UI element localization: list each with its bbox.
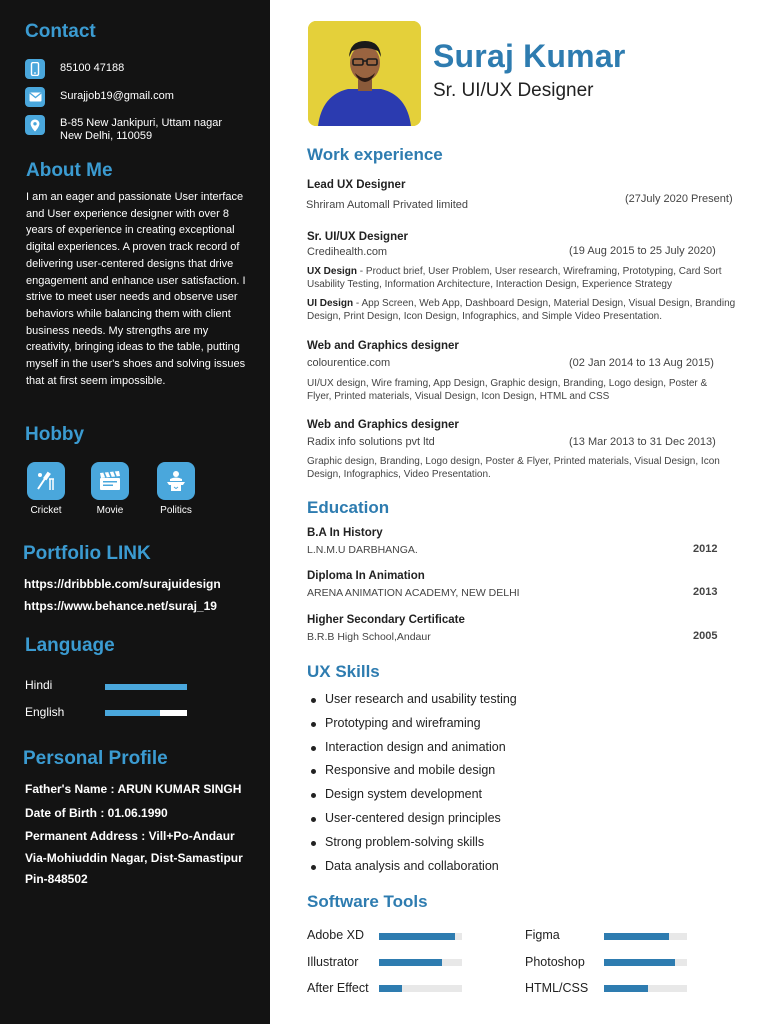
tool-level-bar xyxy=(604,985,687,992)
tool-name: HTML/CSS xyxy=(525,981,589,995)
tool-level-bar xyxy=(379,985,462,992)
job-company: colourentice.com xyxy=(307,357,391,369)
edu-year: 2012 xyxy=(693,543,718,555)
father-name: Father's Name : ARUN KUMAR SINGH xyxy=(25,782,242,796)
hobby-cricket xyxy=(26,462,66,516)
portfolio-heading: Portfolio LINK xyxy=(23,543,151,564)
sidebar xyxy=(0,0,270,1024)
job-dates: (13 Mar 2013 to 31 Dec 2013) xyxy=(569,436,716,448)
portfolio-link-behance[interactable]: https://www.behance.net/suraj_19 xyxy=(24,599,217,613)
hobby-movie xyxy=(90,462,130,516)
job-title: Lead UX Designer xyxy=(307,179,406,191)
ui-design-text: - App Screen, Web App, Dashboard Design, Material Design, Visual Design, Branding Design, Print Design, Icon Design, Infographics, and Simple Video Presentation. xyxy=(307,298,736,322)
tool-level-bar xyxy=(604,933,687,940)
mail-icon xyxy=(25,87,45,107)
contact-heading: Contact xyxy=(25,21,96,42)
cricket-icon xyxy=(27,462,65,500)
language-hindi-label: Hindi xyxy=(25,678,53,692)
language-english-bar xyxy=(105,710,187,716)
phone-icon xyxy=(25,59,45,79)
edu-institution: B.R.B High School,Andaur xyxy=(307,631,431,643)
language-level-fill xyxy=(105,684,187,690)
contact-address xyxy=(25,115,222,143)
edu-degree: B.A In History xyxy=(307,527,383,539)
tool-level-fill xyxy=(604,959,675,966)
profile-photo xyxy=(308,21,421,126)
hobby-label: Movie xyxy=(96,505,124,516)
contact-email xyxy=(25,87,174,107)
skill-item: Responsive and mobile design xyxy=(307,759,517,783)
software-tools-heading: Software Tools xyxy=(307,892,428,911)
skill-item: Strong problem-solving skills xyxy=(307,831,517,855)
address-text xyxy=(60,117,222,143)
edu-degree: Higher Secondary Certificate xyxy=(307,614,465,626)
clapperboard-icon xyxy=(91,462,129,500)
job-company: Radix info solutions pvt ltd xyxy=(307,436,435,448)
job-company: Shriram Automall Privated limited xyxy=(306,199,469,211)
edu-year: 2005 xyxy=(693,630,718,642)
email-address[interactable]: Surajjob19@gmail.com xyxy=(60,90,174,102)
job-title: Web and Graphics designer xyxy=(307,419,459,431)
ux-skills-list xyxy=(307,688,517,878)
address-line-2: New Delhi, 110059 xyxy=(60,130,153,142)
permanent-address-line-3: Pin-848502 xyxy=(25,872,88,886)
skill-item: Prototyping and wireframing xyxy=(307,712,517,736)
job-dates: (27July 2020 Present) xyxy=(625,193,733,205)
phone-number[interactable]: 85100 47188 xyxy=(60,62,125,74)
podium-speaker-icon xyxy=(157,462,195,500)
permanent-address-line-1: Permanent Address : Vill+Po-Andaur xyxy=(25,829,235,843)
skill-item: Interaction design and animation xyxy=(307,736,517,760)
tool-level-fill xyxy=(604,933,669,940)
hobby-heading: Hobby xyxy=(25,424,85,445)
tool-name: Figma xyxy=(525,928,560,942)
date-of-birth: Date of Birth : 01.06.1990 xyxy=(25,806,168,820)
address-line-1: B-85 New Jankipuri, Uttam nagar xyxy=(60,117,223,129)
ui-design-label: UI Design xyxy=(307,298,354,309)
portfolio-link-dribbble[interactable]: https://dribbble.com/surajuidesign xyxy=(24,577,221,591)
education-heading: Education xyxy=(307,498,390,517)
edu-year: 2013 xyxy=(693,586,718,598)
work-experience-heading: Work experience xyxy=(307,145,443,164)
edu-institution: ARENA ANIMATION ACADEMY, NEW DELHI xyxy=(307,587,520,599)
personal-profile-heading: Personal Profile xyxy=(23,748,168,769)
tool-name: Adobe XD xyxy=(307,928,364,942)
tool-level-bar xyxy=(379,959,462,966)
skill-item: Data analysis and collaboration xyxy=(307,855,517,879)
job-ux-description xyxy=(307,266,747,291)
skill-item: User research and usability testing xyxy=(307,688,517,712)
tool-level-bar xyxy=(379,933,462,940)
candidate-role: Sr. UI/UX Designer xyxy=(433,80,594,101)
job-company: Credihealth.com xyxy=(307,246,388,258)
hobby-politics xyxy=(156,462,196,516)
edu-degree: Diploma In Animation xyxy=(307,570,425,582)
skill-item: User-centered design principles xyxy=(307,807,517,831)
tool-level-fill xyxy=(604,985,648,992)
hobby-label: Politics xyxy=(160,505,192,516)
language-heading: Language xyxy=(25,635,115,656)
hobby-label: Cricket xyxy=(30,505,62,516)
ux-design-label: UX Design xyxy=(307,266,358,277)
candidate-name: Suraj Kumar xyxy=(433,38,626,74)
tool-level-fill xyxy=(379,959,442,966)
tool-level-fill xyxy=(379,985,402,992)
ux-skills-heading: UX Skills xyxy=(307,662,380,681)
permanent-address-line-2: Via-Mohiuddin Nagar, Dist-Samastipur xyxy=(25,851,243,865)
location-pin-icon xyxy=(25,115,45,135)
about-text: I am an eager and passionate User interface and User experience designer with over 8 years of experience in creating exceptional digital experiences. A proven track record of delivering user-centered designs that drive engagement and enhance user satisfaction. I strive to meet user needs and observe user behaviors while balancing them with client business needs. My strengths are my creativity, bringing ideas to the table, putting myself in the user's shoes and solving issues that at first seem impossible. xyxy=(26,191,246,387)
contact-phone xyxy=(25,59,124,79)
tool-name: Photoshop xyxy=(525,955,585,969)
tool-level-bar xyxy=(604,959,687,966)
language-english-label: English xyxy=(25,705,65,719)
skill-item: Design system development xyxy=(307,783,517,807)
job-description: Graphic design, Branding, Logo design, Poster & Flyer, Printed materials, Visual Design, Icon Design, Infographics, Video Presentation. xyxy=(307,456,720,480)
job-dates: (19 Aug 2015 to 25 July 2020) xyxy=(569,245,716,257)
job-ui-description xyxy=(307,298,747,323)
language-level-fill xyxy=(105,710,160,716)
job-description: UI/UX design, Wire framing, App Design, Graphic design, Branding, Logo design, Poster & Flyer, Printed materials, Visual Design, Icon Design, HTML and CSS xyxy=(307,378,708,402)
job-title: Sr. UI/UX Designer xyxy=(307,231,408,243)
edu-institution: L.N.M.U DARBHANGA. xyxy=(307,544,418,556)
language-hindi-bar xyxy=(105,684,187,690)
tool-name: After Effect xyxy=(307,981,369,995)
tool-name: Illustrator xyxy=(307,955,359,969)
about-heading: About Me xyxy=(26,160,113,181)
job-title: Web and Graphics designer xyxy=(307,340,459,352)
tool-level-fill xyxy=(379,933,455,940)
ux-design-text: - Product brief, User Problem, User research, Wireframing, Prototyping, Card Sort Usability Testing, Information Architecture, Interaction Design, Experience Strategy xyxy=(307,266,722,290)
job-dates: (02 Jan 2014 to 13 Aug 2015) xyxy=(569,357,714,369)
